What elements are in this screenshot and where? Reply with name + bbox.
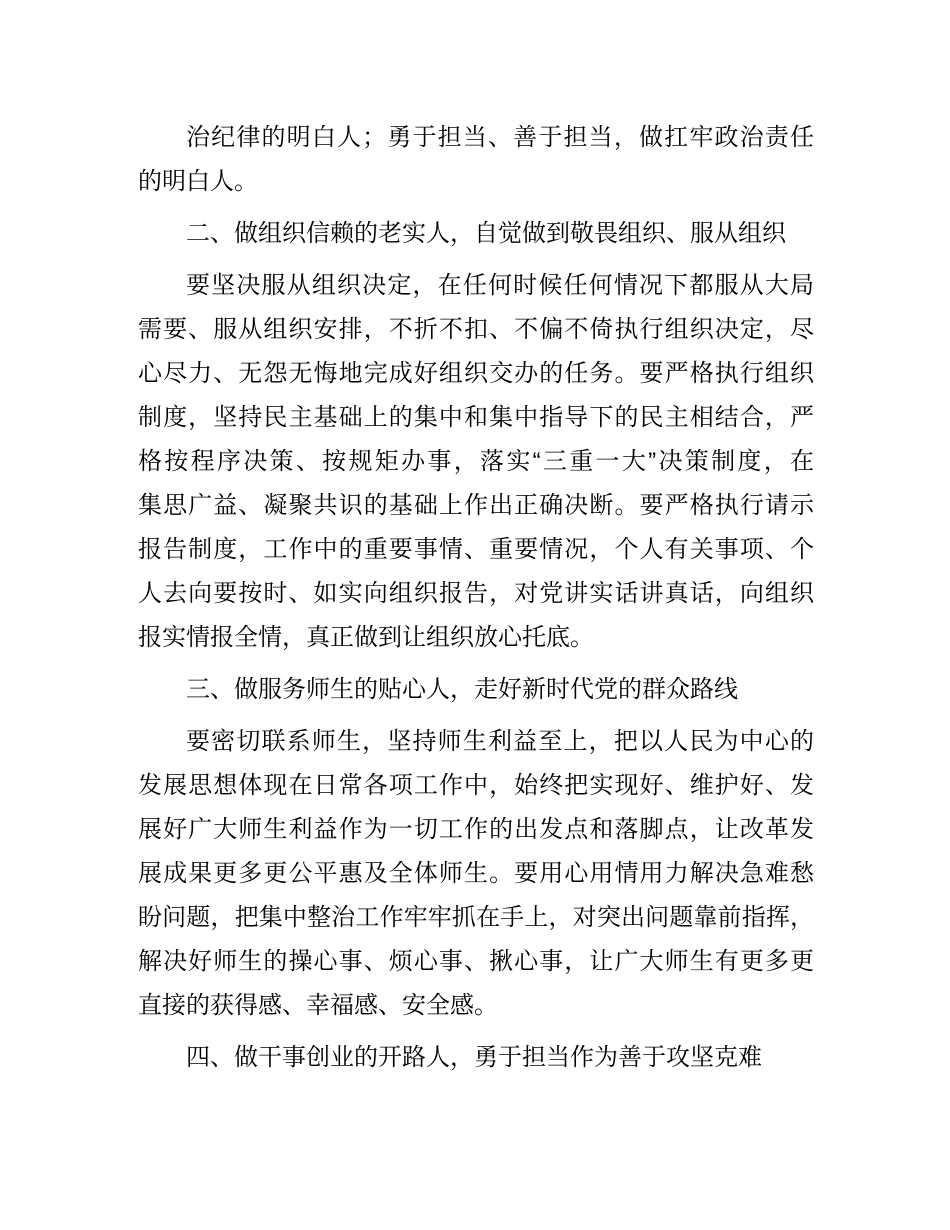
paragraph-3 <box>138 720 814 1028</box>
text-line: 人去向要按时、如实向组织报告，对党讲实话讲真话，向组织 <box>138 580 814 607</box>
text-line: 二、做组织信赖的老实人，自觉做到敬畏组织、服从组织 <box>186 220 786 247</box>
text-line: 展成果更多更公平惠及全体师生。要用心用情用力解决急难愁 <box>138 860 814 887</box>
text-line: 的明白人。 <box>138 168 258 195</box>
text-line: 要坚决服从组织决定，在任何时候任何情况下都服从大局 <box>186 272 814 299</box>
text-line: 治纪律的明白人；勇于担当、善于担当，做扛牢政治责任 <box>186 124 814 151</box>
text-line: 盼问题，把集中整治工作牢牢抓在手上，对突出问题靠前指挥， <box>138 904 814 931</box>
document-content <box>138 116 814 1080</box>
text-line: 报告制度，工作中的重要事情、重要情况，个人有关事项、个 <box>138 536 814 563</box>
text-line: 心尽力、无怨无悔地完成好组织交办的任务。要严格执行组织 <box>138 360 814 387</box>
heading-section-3 <box>138 668 814 712</box>
text-line: 四、做干事创业的开路人，勇于担当作为善于攻坚克难 <box>186 1044 762 1071</box>
text-line: 报实情报全情，真正做到让组织放心托底。 <box>138 624 594 651</box>
paragraph-2 <box>138 264 814 660</box>
text-line: 发展思想体现在日常各项工作中，始终把实现好、维护好、发 <box>138 772 814 799</box>
text-line: 要密切联系师生，坚持师生利益至上，把以人民为中心的 <box>186 728 814 755</box>
heading-section-4 <box>138 1036 814 1080</box>
paragraph-1-continuation <box>138 116 814 204</box>
text-line: 制度，坚持民主基础上的集中和集中指导下的民主相结合，严 <box>138 404 814 431</box>
text-line: 展好广大师生利益作为一切工作的出发点和落脚点，让改革发 <box>138 816 814 843</box>
text-line: 直接的获得感、幸福感、安全感。 <box>138 992 498 1019</box>
text-line: 集思广益、凝聚共识的基础上作出正确决断。要严格执行请示 <box>138 492 814 519</box>
heading-section-2 <box>138 212 814 256</box>
text-line: 需要、服从组织安排，不折不扣、不偏不倚执行组织决定，尽 <box>138 316 814 343</box>
text-line: 解决好师生的操心事、烦心事、揪心事，让广大师生有更多更 <box>138 948 814 975</box>
text-line: 三、做服务师生的贴心人，走好新时代党的群众路线 <box>186 676 738 703</box>
text-line: 格按程序决策、按规矩办事，落实“三重一大”决策制度，在 <box>138 448 814 475</box>
